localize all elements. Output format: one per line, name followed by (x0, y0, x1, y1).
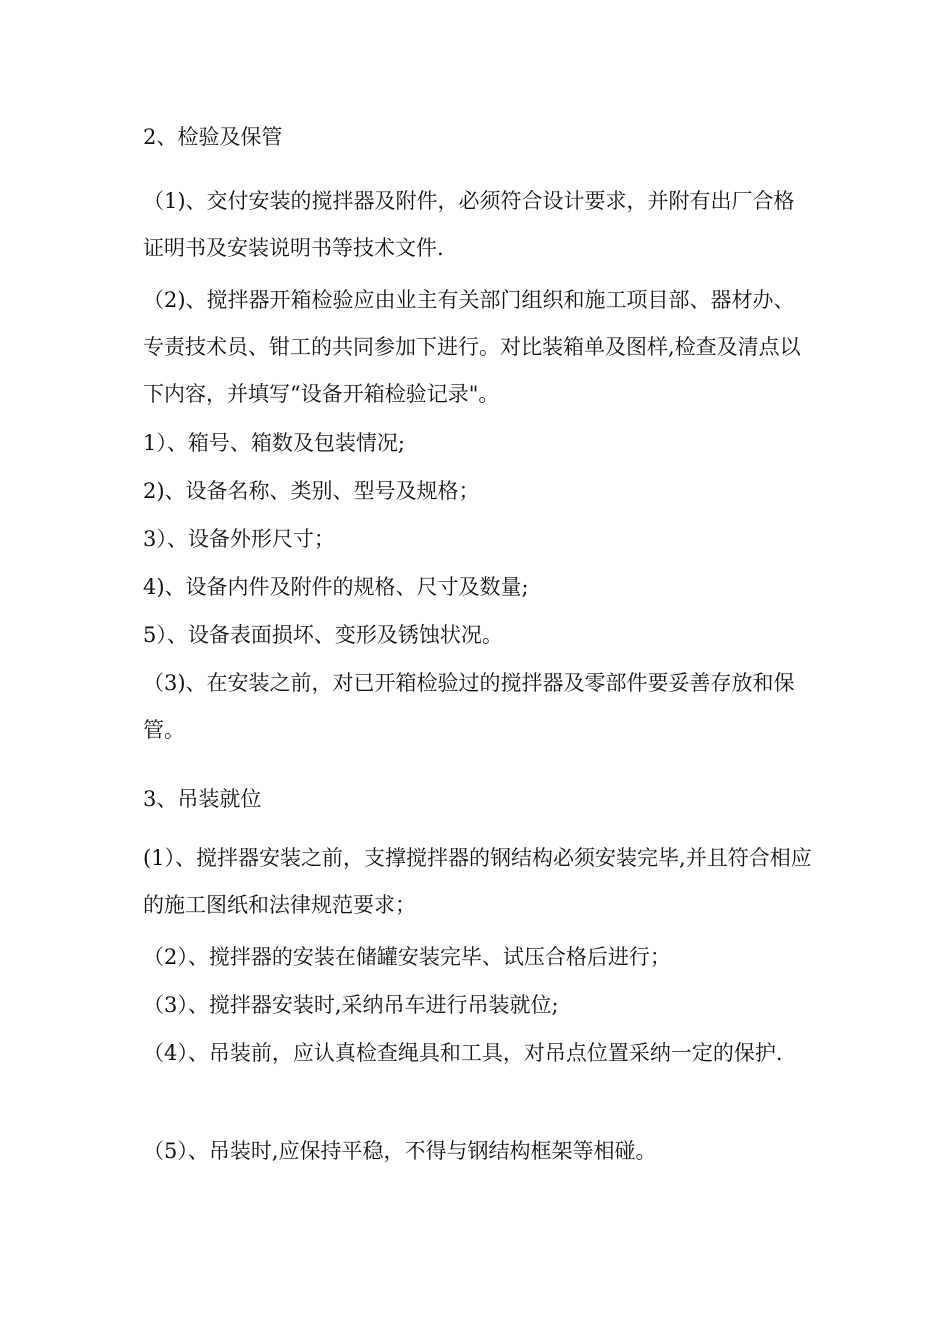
section-3-paragraph-1: (1）、搅拌器安装之前，支撑搅拌器的钢结构必须安装完毕,并且符合相应的施工图纸和法律规范要求； (143, 846, 812, 917)
section-2-list-item-1: 1）、箱号、箱数及包装情况; (143, 431, 405, 455)
section-2-heading: 2、检验及保管 (143, 125, 283, 149)
section-2-list-item-5: 5）、设备表面损坏、变形及锈蚀状况。 (143, 623, 503, 647)
section-3-paragraph-3: （3）、搅拌器安装时,采纳吊车进行吊装就位; (143, 993, 559, 1017)
section-2-paragraph-3: （3)、在安装之前，对已开箱检验过的搅拌器及零部件要妥善存放和保管。 (143, 671, 795, 742)
section-2-list-item-4: 4)、设备内件及附件的规格、尺寸及数量; (143, 575, 529, 599)
section-3-paragraph-2: （2）、搅拌器的安装在储罐安装完毕、试压合格后进行； (143, 945, 671, 969)
section-2-list-item-3: 3）、设备外形尺寸； (143, 527, 335, 551)
section-2-list-item-2: 2)、设备名称、类别、型号及规格； (143, 479, 480, 503)
section-2-paragraph-1: （1)、交付安装的搅拌器及附件，必须符合设计要求，并附有出厂合格证明书及安装说明书等技术文件. (143, 189, 795, 260)
section-2-paragraph-2: （2)、搅拌器开箱检验应由业主有关部门组织和施工项目部、器材办、专责技术员、钳工的共同参加下进行。对比装箱单及图样,检查及清点以下内容，并填写“设备开箱检验记录"。 (143, 288, 801, 406)
section-3-paragraph-5: （5）、吊装时,应保持平稳，不得与钢结构框架等相碰。 (143, 1139, 657, 1163)
section-3-paragraph-4: （4）、吊装前，应认真检查绳具和工具，对吊点位置采纳一定的保护. (143, 1041, 783, 1065)
section-3-heading: 3、吊装就位 (143, 787, 262, 811)
